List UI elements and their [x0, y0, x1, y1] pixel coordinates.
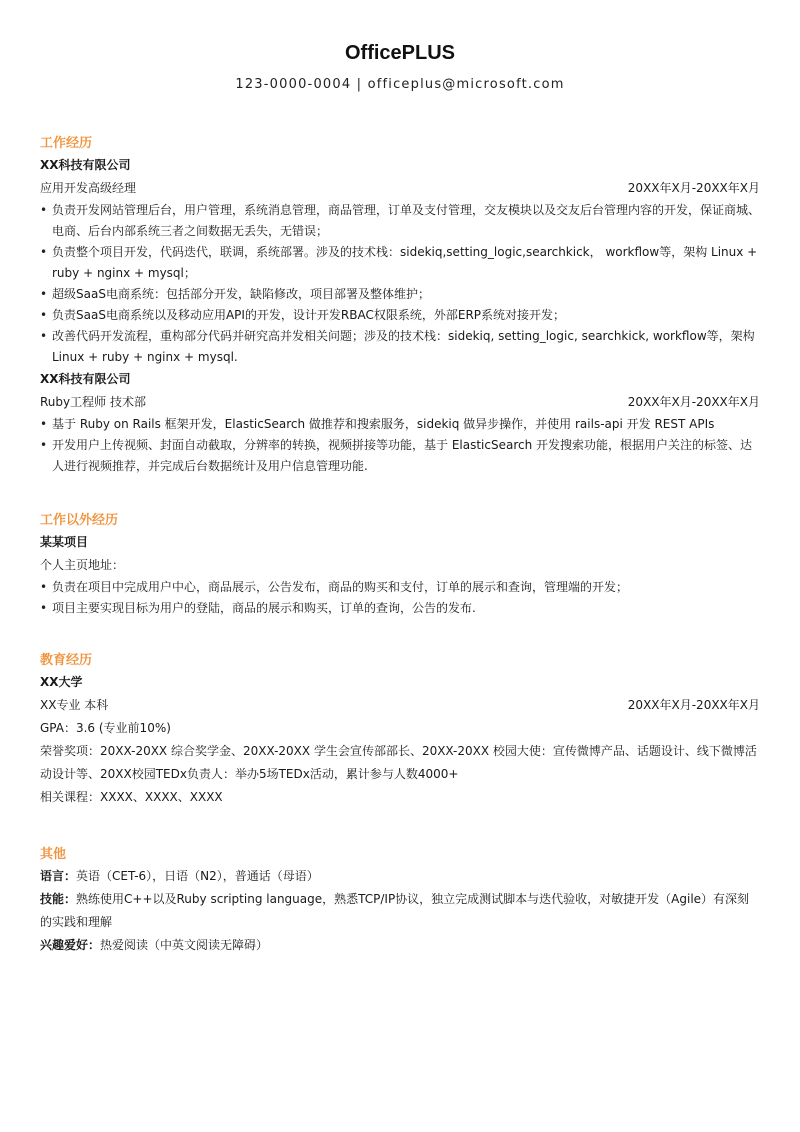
job-entry — [40, 368, 760, 477]
hobby-line — [40, 934, 760, 957]
work-section — [40, 134, 760, 477]
homepage-label: 个人主页地址： — [40, 558, 125, 572]
contact-info: 123-0000-0004 | officeplus@microsoft.com — [235, 77, 565, 92]
project-name: 某某项目 — [40, 535, 89, 549]
skills-value: 熟练使用C++以及Ruby scripting language，熟悉TCP/IP协议，独立完成测试脚本与迭代验收，对敏捷开发（Agile）有深刻的实践和理解 — [40, 892, 750, 929]
job-bullet: • 负责整个项目开发，代码迭代，联调，系统部署。涉及的技术栈：sidekiq,setting_logic,searchkick， workflow等，架构 Linux + ruby + nginx + mysql； — [40, 242, 760, 284]
company-name: XX科技有限公司 — [40, 158, 131, 172]
misc-section — [40, 845, 760, 957]
section-title-work: 工作经历 — [40, 136, 93, 151]
project-bullet: • 负责在项目中完成用户中心，商品展示，公告发布，商品的购买和支付，订单的展示和查询，管理端的开发； — [40, 577, 760, 598]
honors: 荣誉奖项：20XX-20XX 综合奖学金、20XX-20XX 学生会宣传部部长、20XX-20XX 校园大使：宣传微博产品、话题设计、线下微博活动设计等、20XX校园TEDx负责人：举办5场TEDx活动，累计参与人数4000+ — [40, 744, 757, 781]
job-bullet: • 负责开发网站管理后台，用户管理，系统消息管理，商品管理，订单及支付管理，交友模块以及交友后台管理内容的开发，保证商城、电商、后台内部系统三者之间数据无丢失，无错误； — [40, 200, 760, 242]
education-dates: 20XX年X月-20XX年X月 — [627, 698, 760, 712]
language-value: 英语（CET-6），日语（N2），普通话（母语） — [76, 869, 319, 883]
job-entry — [40, 154, 760, 368]
job-bullet: • 改善代码开发流程，重构部分代码并研究高并发相关问题；涉及的技术栈：sidekiq, setting_logic, searchkick, workflow等，架构 Linux + ruby + nginx + mysql. — [40, 326, 760, 368]
resume-page — [40, 0, 760, 957]
language-label: 语言： — [40, 869, 77, 883]
education-section — [40, 651, 760, 809]
job-dates: 20XX年X月-20XX年X月 — [627, 181, 760, 195]
job-bullet: • 负责SaaS电商系统以及移动应用API的开发，设计开发RBAC权限系统，外部ERP系统对接开发； — [40, 305, 760, 326]
other-experience-section — [40, 511, 760, 619]
school-name: XX大学 — [40, 675, 83, 689]
skills-line — [40, 888, 760, 934]
skills-label: 技能： — [40, 892, 77, 906]
major: XX专业 本科 — [40, 698, 109, 712]
job-role-row — [40, 391, 760, 414]
section-title-misc: 其他 — [40, 847, 67, 862]
gpa: GPA：3.6 (专业前10%) — [40, 721, 171, 735]
major-row — [40, 694, 760, 717]
hobby-value: 热爱阅读（中英文阅读无障碍） — [100, 938, 269, 952]
hobby-label: 兴趣爱好： — [40, 938, 101, 952]
job-role-row — [40, 177, 760, 200]
job-bullet: • 开发用户上传视频、封面自动截取，分辨率的转换，视频拼接等功能，基于 ElasticSearch 开发搜索功能，根据用户关注的标签、达人进行视频推荐，并完成后台数据统计及用户信息管理功能. — [40, 435, 760, 477]
courses: 相关课程：XXXX、XXXX、XXXX — [40, 790, 223, 804]
job-role: 应用开发高级经理 — [40, 181, 137, 195]
language-line — [40, 865, 760, 888]
job-dates: 20XX年X月-20XX年X月 — [627, 395, 760, 409]
job-bullet: • 基于 Ruby on Rails 框架开发，ElasticSearch 做推荐和搜索服务，sidekiq 做异步操作，并使用 rails-api 开发 REST APIs — [40, 414, 760, 435]
section-title-other: 工作以外经历 — [40, 513, 119, 528]
job-role: Ruby工程师 技术部 — [40, 395, 146, 409]
section-title-education: 教育经历 — [40, 653, 93, 668]
job-bullet: • 超级SaaS电商系统：包括部分开发，缺陷修改，项目部署及整体维护； — [40, 284, 760, 305]
resume-name: OfficePLUS — [344, 42, 456, 64]
project-bullet: • 项目主要实现目标为用户的登陆，商品的展示和购买，订单的查询，公告的发布. — [40, 598, 760, 619]
company-name: XX科技有限公司 — [40, 372, 131, 386]
